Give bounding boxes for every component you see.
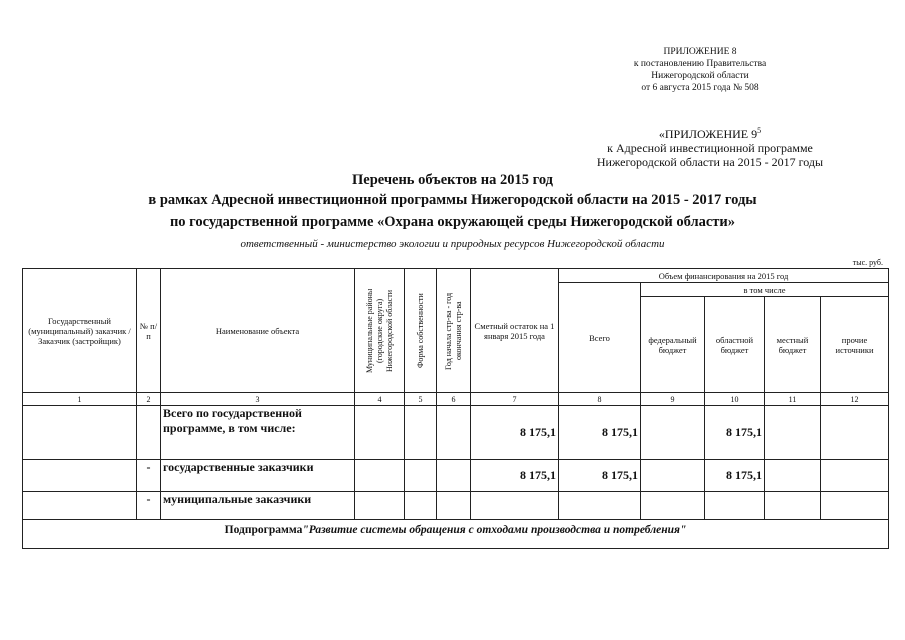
title-line-3: по государственной программе «Охрана окружающей среды Нижегородской области» xyxy=(169,214,736,230)
row-num: - xyxy=(137,492,161,520)
objects-table xyxy=(22,268,889,549)
row-name: муниципальные заказчики xyxy=(161,492,355,520)
col-number: 10 xyxy=(705,393,765,406)
table-row xyxy=(23,406,889,460)
row-balance: 8 175,1 xyxy=(471,406,559,460)
col-number: 9 xyxy=(641,393,705,406)
table-row xyxy=(23,460,889,492)
header-federal: федеральный бюджет xyxy=(641,297,705,393)
header-balance: Сметный остаток на 1 января 2015 года xyxy=(471,269,559,393)
col-number: 4 xyxy=(355,393,405,406)
approval-line: ПРИЛОЖЕНИЕ 8 xyxy=(663,47,737,57)
title-line-2: в рамках Адресной инвестиционной программы Нижегородской области на 2015 - 2017 годы xyxy=(148,192,757,208)
col-number: 7 xyxy=(471,393,559,406)
col-number: 1 xyxy=(23,393,137,406)
header-total: Всего xyxy=(559,283,641,393)
header-funding: Объем финансирования на 2015 год xyxy=(559,269,889,283)
appendix-block xyxy=(560,124,860,169)
row-regional: 8 175,1 xyxy=(705,406,765,460)
row-total: 8 175,1 xyxy=(559,460,641,492)
appendix-line xyxy=(560,124,860,141)
approval-block xyxy=(560,46,840,94)
row-balance: 8 175,1 xyxy=(471,460,559,492)
table-row xyxy=(23,492,889,520)
col-number: 11 xyxy=(765,393,821,406)
col-number: 6 xyxy=(437,393,471,406)
col-number: 12 xyxy=(821,393,889,406)
header-districts-text: Муниципальные районы (городские округа) Нижегородской области xyxy=(364,288,394,373)
header-other: прочие источники xyxy=(821,297,889,393)
header-num: № п/п xyxy=(137,269,161,393)
subprogram-title xyxy=(23,520,889,549)
row-num: - xyxy=(137,460,161,492)
column-numbers-row xyxy=(23,393,889,406)
row-regional xyxy=(705,492,765,520)
row-balance xyxy=(471,492,559,520)
header-regional: областной бюджет xyxy=(705,297,765,393)
responsible-line: ответственный - министерство экологии и природных ресурсов Нижегородской области xyxy=(240,238,665,250)
col-number: 5 xyxy=(405,393,437,406)
approval-line: Нижегородской области xyxy=(651,71,749,81)
header-customer: Государственный (муниципальный) заказчик / Заказчик (застройщик) xyxy=(23,269,137,393)
col-number: 8 xyxy=(559,393,641,406)
row-total xyxy=(559,492,641,520)
approval-line: от 6 августа 2015 года № 508 xyxy=(641,83,759,93)
row-name: государственные заказчики xyxy=(161,460,355,492)
appendix-sup: 5 xyxy=(757,126,762,135)
appendix-line: к Адресной инвестиционной программе xyxy=(607,141,813,155)
row-regional: 8 175,1 xyxy=(705,460,765,492)
header-including: в том числе xyxy=(641,283,889,297)
subprogram-name: "Развитие системы обращения с отходами производства и потребления" xyxy=(302,524,687,536)
subprogram-prefix: Подпрограмма xyxy=(224,524,303,536)
col-number: 2 xyxy=(137,393,161,406)
header-local: местный бюджет xyxy=(765,297,821,393)
header-years-text: Год начала стр-ва - год окончания стр-ва xyxy=(443,291,463,370)
title-line-1: Перечень объектов на 2015 год xyxy=(351,172,554,188)
subprogram-row xyxy=(23,520,889,549)
header-years xyxy=(437,269,471,393)
row-num xyxy=(137,406,161,460)
header-districts xyxy=(355,269,405,393)
unit-label: тыс. руб. xyxy=(852,258,883,267)
row-total: 8 175,1 xyxy=(559,406,641,460)
header-ownership xyxy=(405,269,437,393)
col-number: 3 xyxy=(161,393,355,406)
approval-line: к постановлению Правительства xyxy=(633,59,767,69)
header-ownership-text: Форма собственности xyxy=(415,293,425,368)
appendix-line: Нижегородской области на 2015 - 2017 годы xyxy=(596,155,824,169)
header-name: Наименование объекта xyxy=(161,269,355,393)
row-name: Всего по государственной программе, в том числе: xyxy=(161,406,355,460)
appendix-title: «ПРИЛОЖЕНИЕ 9 xyxy=(658,127,758,141)
